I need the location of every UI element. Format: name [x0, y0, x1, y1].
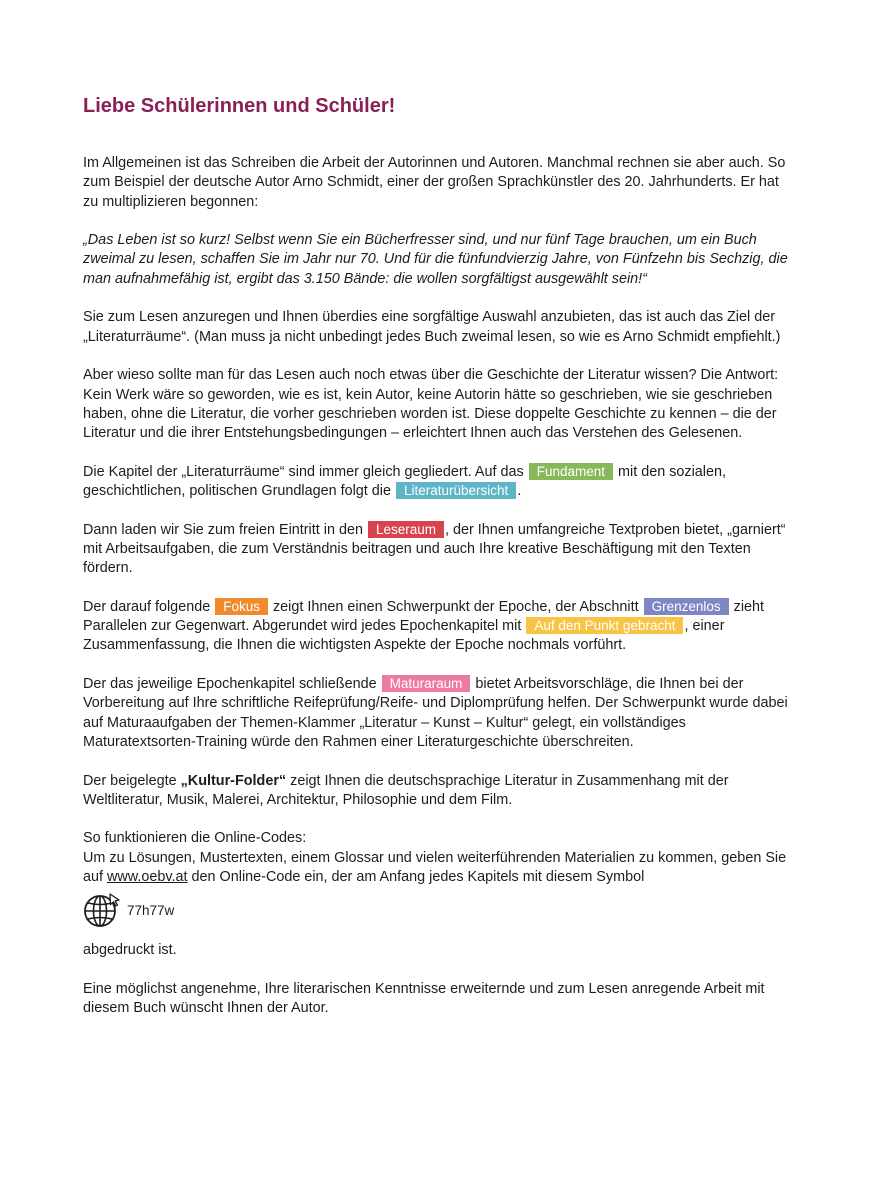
maturaraum-tag: Maturaraum — [382, 675, 471, 692]
code-after-text: abgedruckt ist. — [83, 942, 177, 959]
structure-paragraph: Die Kapitel der „Literaturräume“ sind immer gleich gegliedert. Auf das Fundament mit den sozialen, geschichtlichen, politischen Grundlagen folgt die Literaturübersicht . — [83, 463, 726, 500]
letter-content — [83, 94, 795, 1038]
oebv-link[interactable]: www.oebv.at — [107, 868, 188, 885]
goal-paragraph: Sie zum Lesen anzuregen und Ihnen überdies eine sorgfältige Auswahl anzubieten, das ist auch das Ziel der „Literaturräume“. (Man muss ja nicht unbedingt jedes Buch zweimal lesen, so wie es Arno Schmidt empfiehlt.) — [83, 309, 781, 345]
intro-paragraph: Im Allgemeinen ist das Schreiben die Arbeit der Autorinnen und Autoren. Manchmal rechnen sie aber auch. So zum Beispiel der deutsche Autor Arno Schmidt, einer der großen Sprachkünstler des 20. Jahrhunderts. Er hat zu multiplizieren begonnen: — [83, 155, 786, 210]
page-title: Liebe Schülerinnen und Schüler! — [83, 95, 396, 117]
globe-cursor-icon — [83, 892, 121, 928]
maturaraum-paragraph: Der das jeweilige Epochenkapitel schließende Maturaraum bietet Arbeitsvorschläge, die Ihnen bei der Vorbereitung auf Ihre schriftliche Reifeprüfung/Reife- und Diplomprüfung helfen. Der Schwerpunkt wurde dabei auf Maturaaufgaben der Themen-Klammer „Literatur – Kunst – Kultur“ gelegt, ein vollständiges Maturatextsorten-Training würde den Rahmen einer Literaturgeschichte überschreiten. — [83, 676, 788, 750]
fokus-paragraph: Der darauf folgende Fokus zeigt Ihnen einen Schwerpunkt der Epoche, der Abschnitt Grenzenlos zieht Parallelen zur Gegenwart. Abgerundet wird jedes Epochenkapitel mit Auf den Punkt gebracht , einer Zusammenfassung, die Ihnen die wichtigsten Aspekte der Epoche nochmals vorführt. — [83, 598, 765, 654]
grenzenlos-tag: Grenzenlos — [644, 598, 729, 615]
online-code-row — [83, 891, 795, 929]
literaturuebersicht-tag: Literaturübersicht — [396, 482, 516, 499]
closing-paragraph: Eine möglichst angenehme, Ihre literarischen Kenntnisse erweiternde und zum Lesen anregende Arbeit mit diesem Buch wünscht Ihnen der Autor. — [83, 980, 765, 1017]
schmidt-quote: „Das Leben ist so kurz! Selbst wenn Sie ein Bücherfresser sind, und nur fünf Tage brauchen, um ein Buch zweimal zu lesen, schaffen Sie im Jahr nur 70. Und für die fünfundvierzig Jahre, von Fünfzehn bis Sechzig, die man aufnahmefähig ist, ergibt das 3.150 Bände: die wollen sorgfältigst ausgewählt sein!“ — [83, 232, 788, 287]
leseraum-paragraph: Dann laden wir Sie zum freien Eintritt in den Leseraum , der Ihnen umfangreiche Textproben bietet, „garniert“ mit Arbeitsaufgaben, die zum Verständnis beitragen und auch Ihre kreative Beschäftigung mit den Texten fördern. — [83, 521, 786, 577]
kultur-folder-label: „Kultur-Folder“ — [180, 772, 287, 789]
fokus-tag: Fokus — [215, 598, 268, 615]
leseraum-tag: Leseraum — [368, 521, 444, 538]
history-paragraph: Aber wieso sollte man für das Lesen auch noch etwas über die Geschichte der Literatur wissen? Die Antwort: Kein Werk wäre so geworden, wie es ist, kein Autor, keine Autorin hätte so geschrieben, wie sie geschrieben haben, ohne die Literatur, die vorher geschrieben worden ist. Diese doppelte Geschichte zu kennen – die der Literatur und die ihrer Entstehungsbedingungen – erleichtert Ihnen auch das Verstehen des Gelesenen. — [83, 367, 779, 442]
online-code: 77h77w — [127, 902, 175, 918]
online-codes-paragraph: So funktionieren die Online-Codes: Um zu Lösungen, Mustertexten, einem Glossar und vielen weiterführenden Materialien zu kommen, geben Sie auf www.oebv.at den Online-Code ein, der am Anfang jedes Kapitels mit diesem Symbol — [83, 830, 787, 885]
kultur-folder-paragraph: Der beigelegte „Kultur-Folder“ zeigt Ihnen die deutschsprachige Literatur in Zusammenhang mit der Weltliteratur, Musik, Malerei, Architektur, Philosophie und dem Film. — [83, 772, 729, 808]
auf-den-punkt-tag: Auf den Punkt gebracht — [526, 617, 683, 634]
fundament-tag: Fundament — [529, 463, 613, 480]
